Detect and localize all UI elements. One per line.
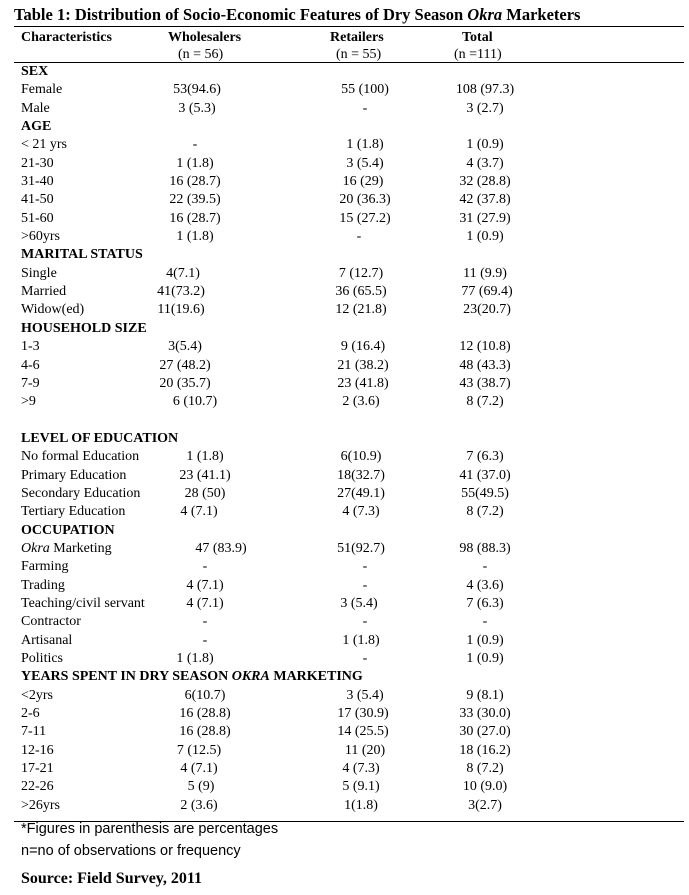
table-row [0, 136, 689, 154]
row-label [21, 173, 54, 191]
cell-retailers: - [362, 651, 368, 666]
row-label-text: Politics [21, 651, 64, 666]
row-label-text: Secondary Education [21, 485, 141, 501]
cell-retailers: 5 (9.1) [342, 779, 380, 795]
table-row [0, 155, 689, 173]
table-title: Table 1: Distribution of Socio-Economic Features of Dry Season Okra Marketers [14, 5, 581, 24]
table-row [0, 375, 689, 393]
row-label-text: Single [21, 265, 57, 281]
cell-retailers: - [362, 100, 368, 116]
row-label-text: MARITAL STATUS [21, 247, 143, 263]
row-label [21, 797, 60, 815]
row-label-text: >60yrs [21, 229, 61, 245]
cell-retailers: - [362, 559, 368, 575]
cell-wholesalers: - [202, 559, 208, 575]
section-label [21, 430, 178, 448]
table-row [0, 687, 689, 705]
row-label-text: HOUSEHOLD SIZE [21, 320, 147, 336]
cell-total: 1 (0.9) [466, 229, 504, 245]
cell-wholesalers: 4(7.1) [166, 265, 200, 281]
cell-total: 1 (0.9) [466, 137, 504, 153]
cell-retailers: 51(92.7) [337, 540, 385, 556]
header-wholesalers-n: (n = 56) [178, 47, 224, 62]
cell-retailers: 7 (12.7) [338, 265, 384, 281]
cell-wholesalers: 1 (1.8) [176, 155, 214, 171]
row-label-text: 7-9 [21, 375, 40, 391]
table-row [0, 301, 689, 319]
section-heading [0, 246, 689, 264]
row-label [21, 778, 54, 796]
row-label [21, 191, 54, 209]
row-label [21, 100, 50, 118]
cell-total: 33 (30.0) [459, 706, 511, 722]
row-label [21, 723, 46, 741]
cell-wholesalers: 4 (7.1) [186, 577, 224, 593]
row-label [21, 228, 60, 246]
cell-total: 98 (88.3) [459, 540, 511, 556]
row-label [21, 375, 40, 393]
cell-total: 7 (6.3) [466, 595, 504, 611]
table-row [0, 558, 689, 576]
cell-total: - [482, 559, 488, 575]
footnote-n-definition: n=no of observations or frequency [21, 843, 241, 859]
row-label-text: YEARS SPENT IN DRY SEASON [21, 669, 232, 685]
row-label [21, 540, 112, 558]
cell-retailers: 21 (38.2) [337, 357, 389, 373]
row-label [21, 155, 54, 173]
row-label-text: Widow(ed) [21, 302, 85, 318]
cell-total: - [482, 614, 488, 630]
cell-total: 18 (16.2) [459, 742, 511, 758]
row-label [21, 760, 54, 778]
table-row [0, 760, 689, 778]
row-label-text: Female [21, 82, 63, 98]
table-row [0, 742, 689, 760]
cell-retailers: 16 (29) [342, 174, 384, 190]
cell-total: 8 (7.2) [466, 504, 504, 520]
cell-total: 4 (3.7) [466, 155, 504, 171]
row-label [21, 742, 54, 760]
row-label [21, 687, 53, 705]
row-label-text: Primary Education [21, 467, 127, 483]
row-label [21, 81, 62, 99]
cell-retailers: 1(1.8) [344, 797, 378, 813]
row-label-text: 2-6 [21, 706, 40, 722]
cell-wholesalers: 4 (7.1) [180, 504, 218, 520]
table-row [0, 650, 689, 668]
cell-total: 30 (27.0) [459, 724, 511, 740]
section-heading [0, 668, 689, 686]
section-heading [0, 118, 689, 136]
row-label [21, 136, 67, 154]
cell-wholesalers: 5 (9) [187, 779, 215, 795]
cell-retailers: 23 (41.8) [337, 375, 389, 391]
row-label-text: Marketing [49, 540, 112, 556]
cell-total: 1 (0.9) [466, 632, 504, 648]
cell-retailers: 17 (30.9) [337, 706, 389, 722]
row-label [21, 705, 40, 723]
cell-total: 41 (37.0) [459, 467, 511, 483]
row-label [21, 265, 57, 283]
section-heading [0, 430, 689, 448]
cell-total: 1 (0.9) [466, 651, 504, 666]
cell-retailers: 3 (5.4) [346, 155, 384, 171]
cell-wholesalers: 3(5.4) [168, 339, 202, 355]
cell-retailers: 27(49.1) [337, 485, 385, 501]
row-label [21, 467, 126, 485]
table-row [0, 797, 689, 815]
row-label-text: 51-60 [21, 210, 54, 226]
cell-retailers: 3 (5.4) [340, 595, 378, 611]
cell-total: 48 (43.3) [459, 357, 511, 373]
section-heading [0, 63, 689, 81]
row-label-text: Teaching/civil servant [21, 595, 145, 611]
table-row [0, 228, 689, 246]
cell-wholesalers: 1 (1.8) [176, 229, 214, 245]
section-label [21, 246, 143, 264]
row-label-text: 22-26 [21, 779, 54, 795]
table-row [0, 577, 689, 595]
cell-retailers: 18(32.7) [337, 467, 385, 483]
cell-wholesalers: 11(19.6) [157, 302, 205, 318]
cell-retailers: 6(10.9) [340, 449, 382, 465]
cell-retailers: 3 (5.4) [346, 687, 384, 703]
row-label-text: Trading [21, 577, 65, 593]
row-label [21, 283, 66, 301]
cell-wholesalers: 22 (39.5) [169, 192, 221, 208]
table-row [0, 191, 689, 209]
cell-retailers: 12 (21.8) [335, 302, 387, 318]
row-label-text: AGE [21, 119, 52, 135]
cell-wholesalers: 1 (1.8) [186, 449, 224, 465]
cell-retailers: 55 (100) [341, 82, 389, 98]
section-label [21, 320, 147, 338]
table-row [0, 173, 689, 191]
cell-retailers: 20 (36.3) [339, 192, 391, 208]
row-label-italic: Okra [21, 540, 50, 556]
table-row [0, 81, 689, 99]
row-label-text: LEVEL OF EDUCATION [21, 430, 179, 446]
cell-retailers: - [362, 577, 368, 593]
row-label-text: 41-50 [21, 192, 54, 208]
table-row [0, 283, 689, 301]
table-row [0, 595, 689, 613]
header-retailers-n: (n = 55) [336, 47, 382, 62]
table-row [0, 467, 689, 485]
header-wholesalers: Wholesalers [168, 30, 242, 45]
section-heading [0, 522, 689, 540]
cell-total: 77 (69.4) [461, 284, 513, 300]
cell-retailers: 9 (16.4) [340, 339, 386, 355]
row-label [21, 338, 40, 356]
row-label [21, 558, 68, 576]
header-total: Total [462, 30, 493, 45]
table-body [0, 63, 689, 815]
header-characteristics: Characteristics [21, 30, 112, 45]
row-spacer [0, 412, 689, 430]
cell-wholesalers: 7 (12.5) [176, 742, 222, 758]
cell-retailers: 36 (65.5) [335, 284, 387, 300]
row-label-text: 17-21 [21, 761, 54, 777]
cell-total: 8 (7.2) [466, 761, 504, 777]
cell-wholesalers: 47 (83.9) [195, 540, 247, 556]
table-row [0, 613, 689, 631]
cell-wholesalers: - [202, 632, 208, 648]
row-label [21, 613, 81, 631]
cell-retailers: 2 (3.6) [342, 394, 380, 410]
row-label-text: 4-6 [21, 357, 40, 373]
cell-retailers: 4 (7.3) [342, 761, 380, 777]
row-label-text: >26yrs [21, 797, 61, 813]
row-label [21, 448, 139, 466]
cell-wholesalers: 23 (41.1) [179, 467, 231, 483]
cell-wholesalers: 16 (28.8) [179, 724, 231, 740]
cell-total: 3(2.7) [468, 797, 502, 813]
cell-total: 31 (27.9) [459, 210, 511, 226]
cell-total: 9 (8.1) [466, 687, 504, 703]
row-label [21, 210, 54, 228]
section-label [21, 118, 51, 136]
cell-retailers: 14 (25.5) [337, 724, 389, 740]
row-label-text: OCCUPATION [21, 522, 115, 538]
row-label-text: <2yrs [21, 687, 54, 703]
cell-retailers: 1 (1.8) [346, 137, 384, 153]
row-label-text: Artisanal [21, 632, 73, 648]
table-row [0, 210, 689, 228]
row-label [21, 393, 36, 411]
cell-wholesalers: 2 (3.6) [180, 797, 218, 813]
cell-wholesalers: - [202, 614, 208, 630]
cell-total: 11 (9.9) [463, 265, 507, 281]
cell-retailers: - [362, 614, 368, 630]
row-label [21, 503, 125, 521]
cell-wholesalers: 53(94.6) [173, 82, 221, 98]
cell-wholesalers: 4 (7.1) [186, 595, 224, 611]
table-row [0, 705, 689, 723]
row-label-italic: OKRA [231, 669, 270, 685]
section-label [21, 63, 48, 81]
row-label-text: >9 [21, 394, 36, 410]
cell-total: 23(20.7) [463, 302, 511, 318]
cell-wholesalers: 27 (48.2) [159, 357, 211, 373]
row-label [21, 301, 84, 319]
cell-total: 10 (9.0) [462, 779, 508, 795]
header-total-n: (n =111) [454, 47, 502, 62]
cell-wholesalers: 16 (28.7) [169, 210, 221, 226]
row-label [21, 577, 65, 595]
table-row [0, 393, 689, 411]
cell-retailers: 15 (27.2) [339, 210, 391, 226]
cell-wholesalers: 3 (5.3) [178, 100, 216, 116]
section-heading [0, 320, 689, 338]
row-label-text: 7-11 [21, 724, 47, 740]
table-row [0, 100, 689, 118]
row-label-text: Married [21, 284, 67, 300]
row-label-text: SEX [21, 64, 49, 79]
cell-wholesalers: 20 (35.7) [159, 375, 211, 391]
row-label-text: 31-40 [21, 174, 54, 190]
table-row [0, 540, 689, 558]
cell-wholesalers: 4 (7.1) [180, 761, 218, 777]
cell-retailers: - [356, 229, 362, 245]
table-row [0, 632, 689, 650]
top-rule [14, 26, 684, 27]
table-row [0, 357, 689, 375]
row-label-text: Male [21, 100, 50, 116]
cell-total: 42 (37.8) [459, 192, 511, 208]
table-row [0, 503, 689, 521]
row-label-tail: MARKETING [269, 669, 363, 685]
section-label [21, 668, 363, 686]
row-label [21, 650, 63, 668]
cell-retailers: 1 (1.8) [342, 632, 380, 648]
cell-wholesalers: 1 (1.8) [176, 651, 214, 666]
row-label-text: Contractor [21, 614, 81, 630]
source-note: Source: Field Survey, 2011 [21, 870, 203, 887]
cell-wholesalers: 6(10.7) [184, 687, 226, 703]
row-label-text: 1-3 [21, 339, 40, 355]
cell-total: 43 (38.7) [459, 375, 511, 391]
cell-wholesalers: 16 (28.8) [179, 706, 231, 722]
section-label [21, 522, 115, 540]
cell-total: 12 (10.8) [459, 339, 511, 355]
table-row [0, 338, 689, 356]
row-label-text: Farming [21, 559, 69, 575]
cell-total: 108 (97.3) [455, 82, 515, 98]
row-label [21, 357, 40, 375]
cell-wholesalers: 6 (10.7) [172, 394, 218, 410]
cell-retailers: 4 (7.3) [342, 504, 380, 520]
table-row [0, 723, 689, 741]
cell-wholesalers: 41(73.2) [157, 284, 205, 300]
table-row [0, 485, 689, 503]
row-label [21, 595, 145, 613]
row-label [21, 485, 140, 503]
row-label [21, 632, 72, 650]
cell-wholesalers: - [192, 137, 198, 153]
table-row [0, 265, 689, 283]
row-label-text: 12-16 [21, 742, 54, 758]
cell-total: 32 (28.8) [459, 174, 511, 190]
cell-wholesalers: 28 (50) [184, 485, 226, 501]
cell-total: 55(49.5) [461, 485, 509, 501]
cell-wholesalers: 16 (28.7) [169, 174, 221, 190]
cell-total: 7 (6.3) [466, 449, 504, 465]
cell-total: 4 (3.6) [466, 577, 504, 593]
row-label-text: No formal Education [21, 449, 140, 465]
footnote-percentages: *Figures in parenthesis are percentages [21, 821, 279, 837]
cell-total: 3 (2.7) [466, 100, 504, 116]
row-label-text: 21-30 [21, 155, 54, 171]
row-label-text: Tertiary Education [21, 504, 126, 520]
cell-total: 8 (7.2) [466, 394, 504, 410]
row-label-text: < 21 yrs [21, 137, 68, 153]
table-row [0, 778, 689, 796]
table-row [0, 448, 689, 466]
header-retailers: Retailers [330, 30, 384, 45]
cell-retailers: 11 (20) [344, 742, 386, 758]
